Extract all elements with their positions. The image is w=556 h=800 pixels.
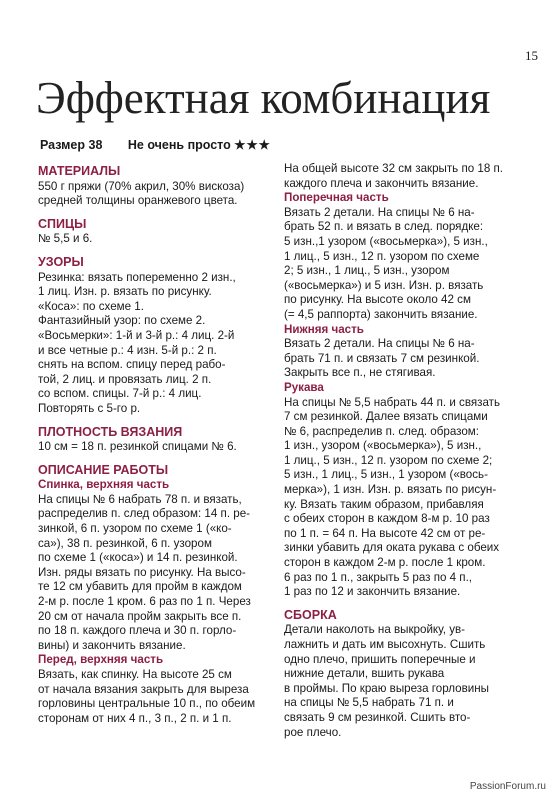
left-column <box>38 164 270 726</box>
materials-text: 550 г пряжи (70% акрил, 30% вискоза) средней толщины оранжевого цвета. <box>38 179 245 208</box>
materials-heading: МАТЕРИАЛЫ <box>38 164 121 178</box>
density-heading: ПЛОТНОСТЬ ВЯЗАНИЯ <box>38 424 183 439</box>
sleeves-text: На спицы № 5,5 набрать 44 п. и связать 7 см резинкой. Далее вязать спицами № 6, распределив п. след. образом: 1 изн., узором («восьмерка»), 5 изн., 1 лиц., 5 изн., 12 п. узором по схеме 2; 5 изн., 1 лиц., 5 изн., 1 узором («вось- мерка»), 1 изн. Изн. р. вязать по рисун- ку. Вязать таким образом, прибавляя с обеих сторон в каждом 8-м р. 10 раз по 1 п. = 64 п. На высоте 42 см от ре- зинки убавить для оката рукава с обеих сторон в каждом 2-м р. после 1 кром. 6 раз по 1 п., закрыть 5 раз по 4 п., 1 раз по 12 и закончить вязание. <box>284 395 500 599</box>
needles-text: № 5,5 и 6. <box>38 232 93 246</box>
assembly-heading: СБОРКА <box>284 607 337 622</box>
back-subheading: Спинка, верхняя часть <box>38 478 170 492</box>
difficulty-label: Не очень просто <box>127 138 231 152</box>
patterns-heading: УЗОРЫ <box>38 254 84 269</box>
cross-subheading: Поперечная часть <box>284 191 389 205</box>
watermark: PassionForum.ru <box>469 781 546 792</box>
front-subheading: Перед, верхняя часть <box>38 653 164 667</box>
front-text: Вязать, как спинку. На высоте 25 см от начала вязания закрыть для выреза горловины центральные 10 п., по обеим сторонам от них 4 п., 3 п., 2 п. и 1 п. <box>38 668 256 725</box>
needles-heading: СПИЦЫ <box>38 216 87 231</box>
lower-subheading: Нижняя часть <box>284 322 364 336</box>
front-continued-text: На общей высоте 32 см закрыть по 18 п. каждого плеча и закончить вязание. <box>284 162 504 190</box>
difficulty-stars-icon: ★★★ <box>234 138 271 152</box>
patterns-text: Резинка: вязать попеременно 2 изн., 1 лиц. Изн. р. вязать по рисунку. «Коса»: по схеме 1. Фантазийный узор: по схеме 2. «Восьмерки»: 1-й и 3-й р.: 4 лиц. 2-й и все четные р.: 4 изн. 5-й р.: 2 п. снять на вспом. спицу перед рабо- той, 2 лиц. и провязать лиц. 2 п. со вспом. спицы. 7-й р.: 4 лиц. Повторять с 5-го р. <box>38 270 236 415</box>
page-title: Эффектная комбинация <box>36 73 491 123</box>
lower-text: Вязать 2 детали. На спицы № 6 на- брать 71 п. и связать 7 см резинкой. Закрыть все п., не стягивая. <box>284 337 480 380</box>
work-heading: ОПИСАНИЕ РАБОТЫ <box>38 462 169 477</box>
page-number: 15 <box>525 48 538 63</box>
back-text: На спицы № 6 набрать 78 п. и вязать, распределив п. след образом: 14 п. ре- зинкой, 6 п. узором по схеме 1 («ко- са»), 38 п. резинкой, 6 п. узором по схеме 1 («коса») и 14 п. резинкой. Изн. ряды вязать по рисунку. На высо- те 12 см убавить для пройм в каждом 2-м р. после 1 кром. 6 раз по 1 п. Через 20 см от начала пройм закрыть все п. по 18 п. каждого плеча и 30 п. горло- вины) и закончить вязание. <box>38 492 251 652</box>
right-column <box>284 162 524 740</box>
density-text: 10 см = 18 п. резинкой спицами № 6. <box>38 440 237 454</box>
pattern-meta <box>40 137 271 152</box>
cross-text: Вязать 2 детали. На спицы № 6 на- брать 52 п. и вязать в след. порядке: 5 изн.,1 узором («восьмерка»), 5 изн., 1 лиц., 5 изн., 12 п. узором по схеме 2; 5 изн., 1 лиц., 5 изн., узором («восьмерка») и 5 изн. Изн. р. вязать по рисунку. На высоте около 42 см (= 4,5 раппорта) закончить вязание. <box>284 205 488 321</box>
assembly-text: Детали наколоть на выкройку, ув- лажнить и дать им высохнуть. Сшить одно плечо, пришить поперечные и нижние детали, вшить рукава в проймы. По краю выреза горловины на спицы № 5,5 набрать 71 п. и связать 9 см резинкой. Сшить вто- рое плечо. <box>284 623 489 739</box>
size-label: Размер 38 <box>40 138 103 152</box>
sleeves-subheading: Рукава <box>284 380 324 394</box>
